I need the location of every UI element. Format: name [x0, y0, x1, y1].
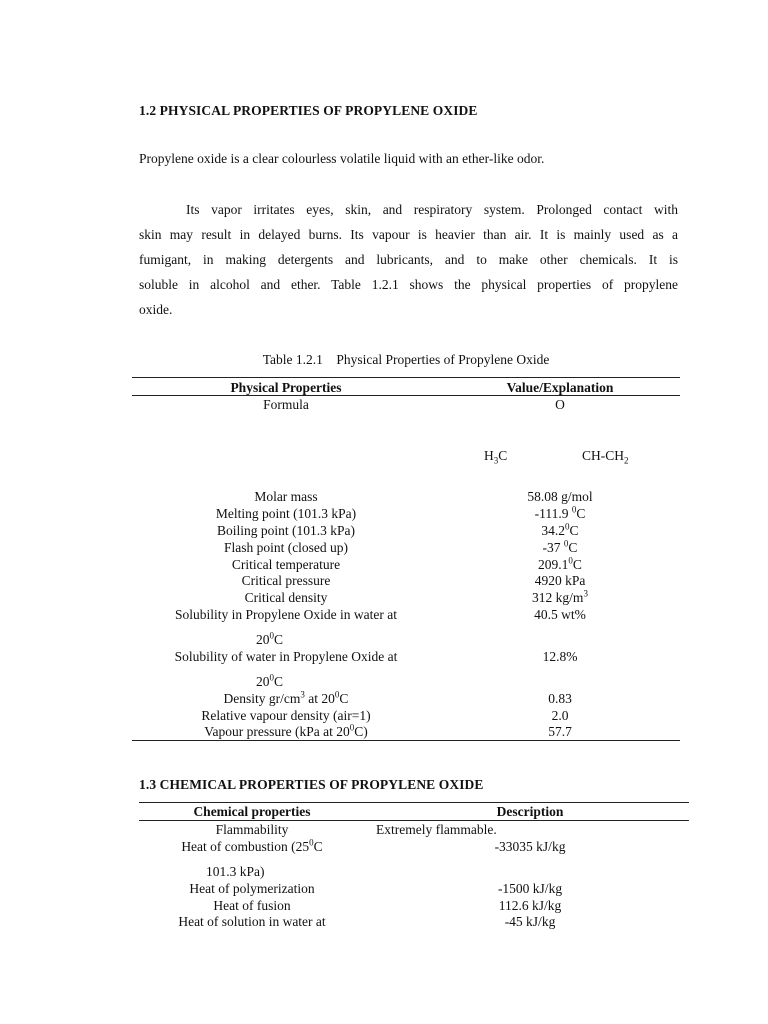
table1-top-rule — [132, 377, 680, 378]
table1-row-prop: Boiling point (101.3 kPa) — [217, 523, 355, 538]
table2-row-prop: Heat of solution in water at — [178, 914, 326, 929]
table1-row-prop-continued: $20^0C$ — [256, 672, 284, 689]
section-heading-1-3: 1.3 CHEMICAL PROPERTIES OF PROPYLENE OXIDE — [139, 777, 484, 792]
formula-ch-ch2: $CH-CH_2$ — [582, 448, 629, 466]
table2-row-value: 112.6 kJ/kg — [498, 898, 562, 913]
table1-row-prop: Critical temperature — [231, 557, 341, 572]
table1-row-value: 12.8% — [542, 649, 578, 664]
table2-row-prop: Heat of combustion ($25^0C$ — [181, 837, 323, 854]
table1-row-value: 0.83 — [548, 691, 572, 706]
table1-row-prop-continued: $20^0C$ — [256, 630, 284, 647]
table-caption: Table 1.2.1 Physical Properties of Propylene Oxide — [262, 352, 550, 367]
table1-row-prop: Critical density — [244, 590, 328, 605]
table1-bottom-rule — [132, 740, 680, 741]
table1-row-value: 312 $kg/m^3$ — [532, 588, 588, 605]
table1-row-prop: Solubility of water in Propylene Oxide at — [174, 649, 398, 664]
table1-row-prop: Molar mass — [254, 489, 318, 504]
table1-row-prop: Density $gr/cm^3$ at $20^0C$ — [223, 689, 349, 706]
table1-row-value: 58.08 g/mol — [527, 489, 593, 504]
table2-row-value: -33035 kJ/kg — [494, 839, 566, 854]
table1-row-value: 2.0 — [551, 708, 569, 723]
paragraph-line-2: skin may result in delayed burns. Its vapour is heavier than air. It is mainly used as a — [139, 227, 678, 242]
table1-row-value: 34.2$^0$C — [541, 521, 579, 538]
table1-row-value: 40.5 wt% — [534, 607, 586, 622]
table2-row-prop: Heat of fusion — [213, 898, 291, 913]
table2-row-value: -45 kJ/kg — [504, 914, 556, 929]
paragraph-line-3: fumigant, in making detergents and lubricants, and to make other chemicals. It is — [139, 252, 678, 267]
intro-paragraph: Propylene oxide is a clear colourless volatile liquid with an ether-like odor. — [139, 151, 545, 166]
table1-header-properties: Physical Properties — [230, 380, 342, 395]
table2-row-prop-continued: 101.3 kPa) — [206, 864, 265, 879]
section-heading-1-2: 1.2 PHYSICAL PROPERTIES OF PROPYLENE OXIDE — [139, 103, 478, 118]
formula-oxygen: O — [555, 397, 565, 412]
table1-row-prop: Solubility in Propylene Oxide in water at — [175, 607, 397, 622]
table1-row-value: 4920 kPa — [534, 573, 586, 588]
table1-row-prop: Critical pressure — [241, 573, 331, 588]
paragraph-line-4: soluble in alcohol and ether. Table 1.2.1 shows the physical properties of propylene — [139, 277, 678, 292]
table2-row-prop: Flammability — [215, 822, 289, 837]
table1-row-prop: Melting point (101.3 kPa) — [215, 506, 357, 521]
table2-row-value: -1500 kJ/kg — [497, 881, 563, 896]
table1-row-prop: Vapour pressure (kPa at $20^0C$) — [204, 722, 368, 739]
table1-row-prop: Relative vapour density (air=1) — [201, 708, 371, 723]
table1-row-value: -111.9 $^0$C — [534, 504, 586, 521]
table2-row-value: Extremely flammable. — [376, 822, 497, 837]
table1-row-prop: Flash point (closed up) — [223, 540, 349, 555]
table2-row-prop: Heat of polymerization — [189, 881, 315, 896]
paragraph-line-5: oxide. — [139, 302, 173, 317]
table1-header-value: Value/Explanation — [506, 380, 614, 395]
formula-h3c: $H_3C$ — [484, 448, 508, 466]
paragraph-line-1: Its vapor irritates eyes, skin, and respiratory system. Prolonged contact with — [186, 202, 678, 217]
table2-header-properties: Chemical properties — [193, 804, 311, 819]
table1-row-value: 57.7 — [548, 724, 572, 739]
table1-formula-label: Formula — [263, 397, 309, 412]
table2-header-description: Description — [496, 804, 564, 819]
table1-row-value: -37 $^0$C — [542, 538, 578, 555]
table1-row-value: 209.1$^0$C — [538, 555, 582, 572]
